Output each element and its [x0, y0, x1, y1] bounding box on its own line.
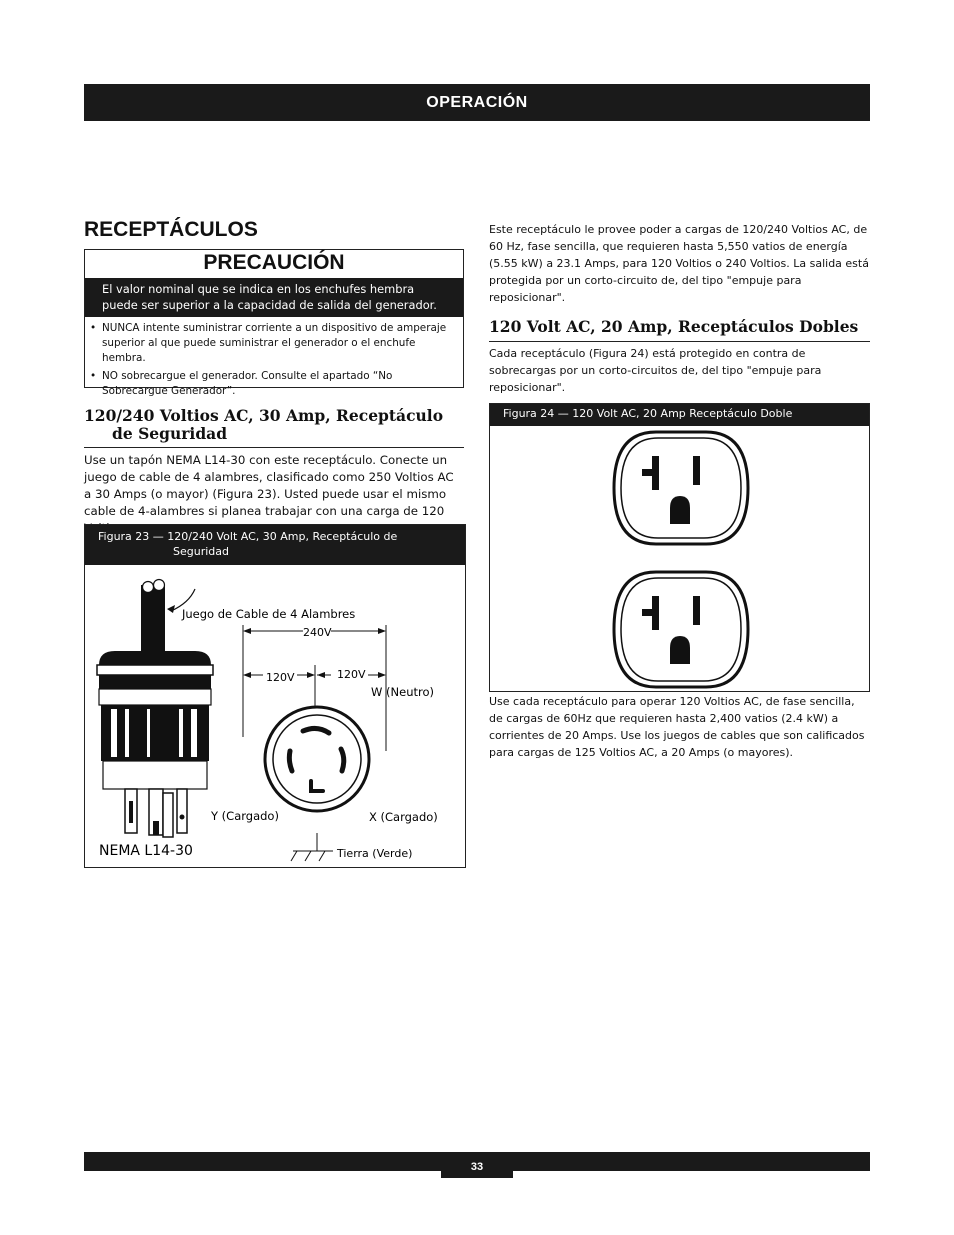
caption-line: Figura 23 — 120/240 Volt AC, 30 Amp, Receptáculo de	[98, 530, 398, 543]
section-title-line: 120/240 Voltios AC, 30 Amp, Receptáculo	[84, 406, 444, 425]
section-title-30a	[84, 407, 464, 448]
section-body-20a: Cada receptáculo (Figura 24) está protegido en contra de sobrecargas por un corto-circuitos de, del tipo "empuje para reposicionar".	[489, 347, 822, 394]
receptacle-face	[265, 707, 369, 811]
caution-title: PRECAUCIÓN	[203, 251, 345, 274]
plug-drawing	[97, 651, 213, 837]
duplex-receptacle-diagram	[490, 426, 869, 691]
label-120v-right: 120V	[337, 668, 366, 681]
page-number: 33	[441, 1152, 513, 1178]
caution-item: • NO sobrecargue el generador. Consulte el apartado “No Sobrecargue Generador”.	[102, 369, 459, 399]
cable-label: Juego de Cable de 4 Alambres	[182, 607, 356, 621]
section-header: OPERACIÓN	[84, 84, 870, 121]
caution-note: El valor nominal que se indica en los enchufes hembra puede ser superior a la capacidad de salida del generador.	[85, 278, 463, 317]
caution-item: • NUNCA intente suministrar corriente a un dispositivo de amperaje superior al que puede suministrar el generador o el enchufe hembra.	[102, 321, 459, 366]
label-120v-left: 120V	[266, 671, 295, 684]
label-x-load: X (Cargado)	[369, 810, 438, 824]
section-title-20a: 120 Volt AC, 20 Amp, Receptáculos Dobles	[489, 318, 870, 342]
intro-paragraph: Este receptáculo le provee poder a cargas de 120/240 Voltios AC, de 60 Hz, fase sencilla, que requieren hasta 5,550 vatios de energía (5.55 kW) a 23.1 Amps, para 120 Voltios o 240 Voltios. La salida está protegida por un corto-circuito de, del tipo "empuje para reposicionar".	[489, 223, 869, 304]
caution-box	[84, 249, 464, 397]
section-title-line: de Seguridad	[112, 424, 228, 443]
figure-24-caption: Figura 24 — 120 Volt AC, 20 Amp Receptáculo Doble	[490, 404, 869, 426]
lower-outlet	[614, 572, 748, 687]
section-body-30a: Use un tapón NEMA L14-30 con este receptáculo. Conecte un juego de cable de 4 alambres, clasificado como 250 Voltios AC a 30 Amps (o mayor) (Figura 23). Usted puede usar el mismo cable de 4-alambres si planea trabajar con una carga de 120	[84, 453, 454, 518]
label-240v: 240V	[303, 626, 332, 639]
label-ground: Tierra (Verde)	[337, 847, 413, 860]
caution-list	[85, 321, 463, 399]
caption-line: Seguridad	[173, 545, 229, 558]
figure-23-caption	[85, 525, 465, 565]
upper-outlet	[614, 432, 748, 544]
label-neutral: W (Neutro)	[371, 685, 434, 699]
page-heading: RECEPTÁCULOS	[84, 218, 258, 241]
label-plug-name: NEMA L14-30	[99, 843, 193, 859]
label-y-load: Y (Cargado)	[211, 809, 279, 823]
figure-23	[84, 524, 466, 868]
closing-paragraph: Use cada receptáculo para operar 120 Voltios AC, de fase sencilla, de cargas de 60Hz que requieren hasta 2,400 vatios (2.4 kW) a corrientes de 20 Amps. Use los juegos de cables que son calificados para cargas de 125 Voltios AC, a 20 Amps (o mayores).	[489, 695, 865, 759]
l14-30-diagram	[85, 565, 465, 867]
figure-24	[489, 403, 870, 692]
